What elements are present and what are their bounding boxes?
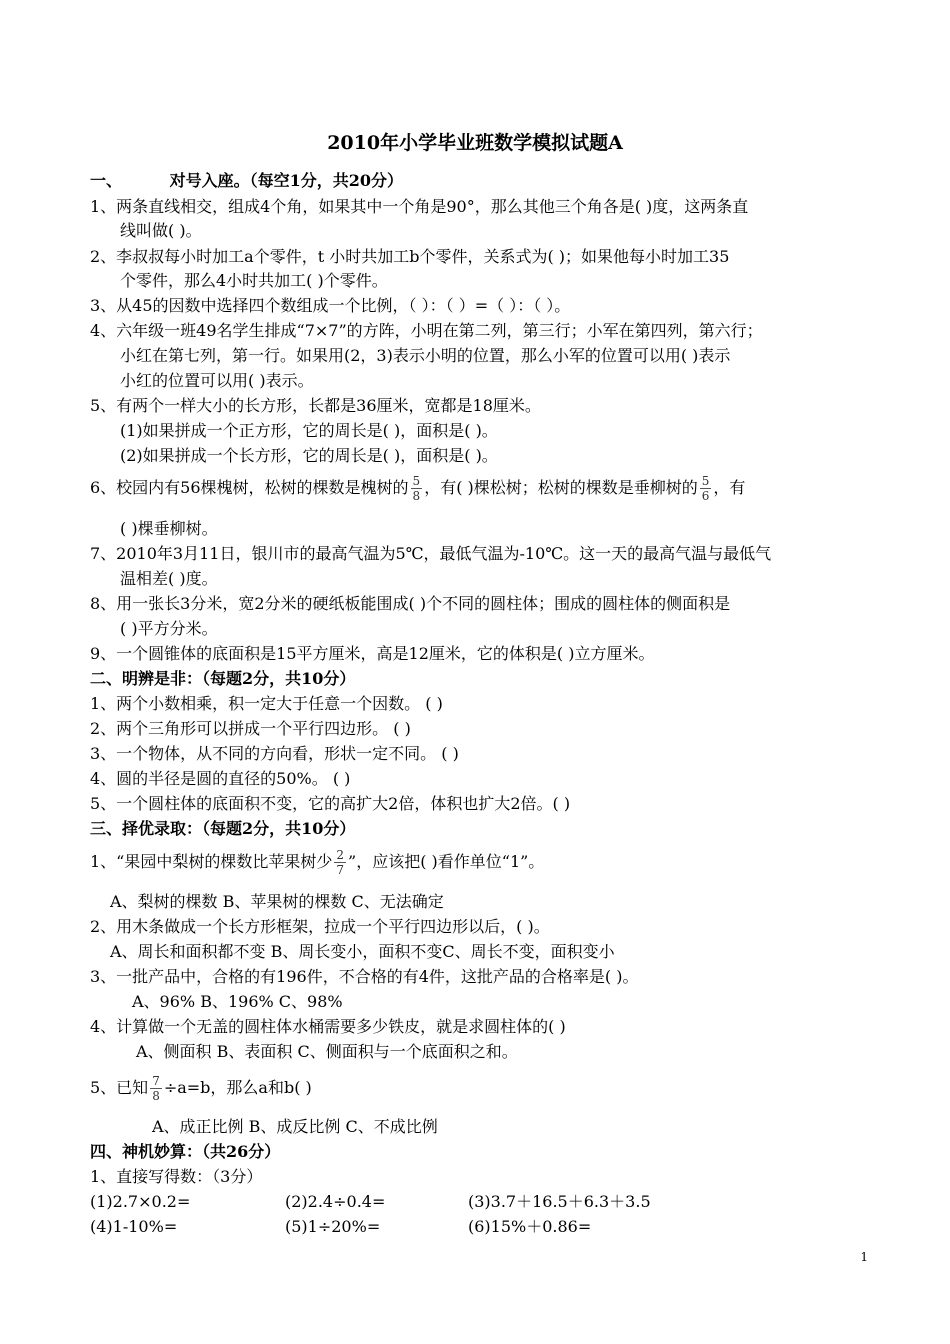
fraction-numerator: 7: [152, 1074, 160, 1088]
question-1-2-line-2: 个零件，那么4小时共加工( )个零件。: [120, 271, 388, 290]
question-1-1-line-1: 1、两条直线相交，组成4个角，如果其中一个角是90°，那么其他三个角各是( )度，这两条直: [90, 197, 749, 216]
question-3-2-options: A、周长和面积都不变 B、周长变小，面积不变C、周长不变，面积变小: [110, 942, 615, 961]
calc-item-5: (5)1÷20%=: [285, 1217, 381, 1236]
question-1-5-part-1: (1)如果拼成一个正方形，它的周长是( )，面积是( )。: [120, 421, 498, 440]
question-1-6-line-1: [90, 474, 745, 503]
section-2-heading: 二、明辨是非：（每题2分，共10分）: [90, 669, 356, 688]
question-3-3-options: A、96% B、196% C、98%: [132, 992, 343, 1011]
section-1-number: 一、: [90, 171, 123, 190]
question-1-6-text-c: ，有: [713, 478, 746, 497]
section-1-title: 对号入座。（每空1分，共20分）: [169, 171, 403, 190]
question-1-6-text-a: 6、校园内有56棵槐树，松树的棵数是槐树的: [90, 478, 409, 497]
question-3-1-text-a: 1、“果园中梨树的棵数比苹果树少: [90, 852, 333, 871]
calc-item-2: (2)2.4÷0.4=: [285, 1192, 386, 1211]
calc-item-4: (4)1-10%=: [90, 1217, 178, 1236]
fraction-denominator: 8: [152, 1089, 160, 1103]
calc-item-6: (6)15%＋0.86=: [468, 1217, 592, 1236]
question-1-5-part-2: (2)如果拼成一个长方形，它的周长是( )，面积是( )。: [120, 446, 498, 465]
question-2-1: 1、两个小数相乘，积一定大于任意一个因数。 ( ): [90, 694, 443, 713]
fraction-denominator: 6: [701, 489, 710, 503]
question-3-2: 2、用木条做成一个长方形框架，拉成一个平行四边形以后，( )。: [90, 917, 550, 936]
fraction-numerator: 2: [336, 848, 345, 862]
question-1-7-line-1: 7、2010年3月11日，银川市的最高气温为5℃，最低气温为-10℃。这一天的最高气温与最低气: [90, 544, 772, 563]
question-2-3: 3、一个物体，从不同的方向看，形状一定不同。 ( ): [90, 744, 459, 763]
question-1-2-line-1: 2、李叔叔每小时加工a个零件，t 小时共加工b个零件，关系式为( )；如果他每小时加工35: [90, 247, 730, 266]
question-1-9: 9、一个圆锥体的底面积是15平方厘米，高是12厘米，它的体积是( )立方厘米。: [90, 644, 655, 663]
question-1-4-line-1: 4、六年级一班49名学生排成“7×7”的方阵，小明在第二列，第三行；小军在第四列，第六行；: [90, 321, 763, 340]
fraction-seven-eighths: [150, 1074, 162, 1103]
question-1-6-text-b: ，有( )棵松树；松树的棵数是垂柳树的: [424, 478, 698, 497]
fraction-two-sevenths: [334, 848, 346, 877]
question-1-4-line-2: 小红在第七列，第一行。如果用(2，3)表示小明的位置，那么小军的位置可以用( )表示: [120, 346, 731, 365]
section-3-heading: 三、择优录取：（每题2分，共10分）: [90, 819, 356, 838]
question-1-7-line-2: 温相差( )度。: [120, 569, 218, 588]
calc-item-3: (3)3.7＋16.5＋6.3＋3.5: [468, 1192, 651, 1211]
fraction-numerator: 5: [701, 474, 710, 488]
question-3-5-text-b: ÷a=b，那么a和b( ): [163, 1078, 312, 1097]
fraction-denominator: 7: [336, 863, 345, 877]
question-4-1: 1、直接写得数：（3分）: [90, 1167, 263, 1186]
page-title: 2010年小学毕业班数学模拟试题A: [327, 132, 623, 154]
question-3-1: [90, 848, 544, 877]
calc-item-1: (1)2.7×0.2=: [90, 1192, 191, 1211]
fraction-numerator: 5: [412, 474, 421, 488]
question-3-5-text-a: 5、已知: [90, 1078, 149, 1097]
question-3-1-text-b: ”，应该把( )看作单位“1”。: [348, 852, 545, 871]
question-1-3: 3、从45的因数中选择四个数组成一个比例，（ ）：（ ）=（ ）：（ ）。: [90, 296, 571, 315]
question-3-4-options: A、侧面积 B、表面积 C、侧面积与一个底面积之和。: [136, 1042, 518, 1061]
page-number: 1: [860, 1250, 868, 1264]
question-1-4-line-3: 小红的位置可以用( )表示。: [120, 371, 314, 390]
question-3-5: [90, 1074, 312, 1103]
section-1-heading: [90, 170, 403, 192]
question-2-4: 4、圆的半径是圆的直径的50%。 ( ): [90, 769, 351, 788]
question-1-5: 5、有两个一样大小的长方形，长都是36厘米，宽都是18厘米。: [90, 396, 541, 415]
fraction-five-eighths: [411, 474, 423, 503]
question-2-2: 2、两个三角形可以拼成一个平行四边形。 ( ): [90, 719, 411, 738]
question-3-1-options: A、梨树的棵数 B、苹果树的棵数 C、无法确定: [110, 892, 444, 911]
question-1-6-line-2: ( )棵垂柳树。: [120, 519, 218, 538]
question-1-1-line-2: 线叫做( )。: [120, 221, 202, 240]
fraction-five-sixths: [700, 474, 712, 503]
question-3-4: 4、计算做一个无盖的圆柱体水桶需要多少铁皮，就是求圆柱体的( ): [90, 1017, 566, 1036]
question-3-5-options: A、成正比例 B、成反比例 C、不成比例: [152, 1117, 438, 1136]
section-4-heading: 四、神机妙算：（共26分）: [90, 1142, 281, 1161]
question-3-3: 3、一批产品中，合格的有196件，不合格的有4件，这批产品的合格率是( )。: [90, 967, 639, 986]
question-1-8-line-1: 8、用一张长3分米，宽2分米的硬纸板能围成( )个不同的圆柱体；围成的圆柱体的侧面积是: [90, 594, 731, 613]
question-2-5: 5、一个圆柱体的底面积不变，它的高扩大2倍，体积也扩大2倍。( ): [90, 794, 571, 813]
fraction-denominator: 8: [412, 489, 421, 503]
question-1-8-line-2: ( )平方分米。: [120, 619, 218, 638]
